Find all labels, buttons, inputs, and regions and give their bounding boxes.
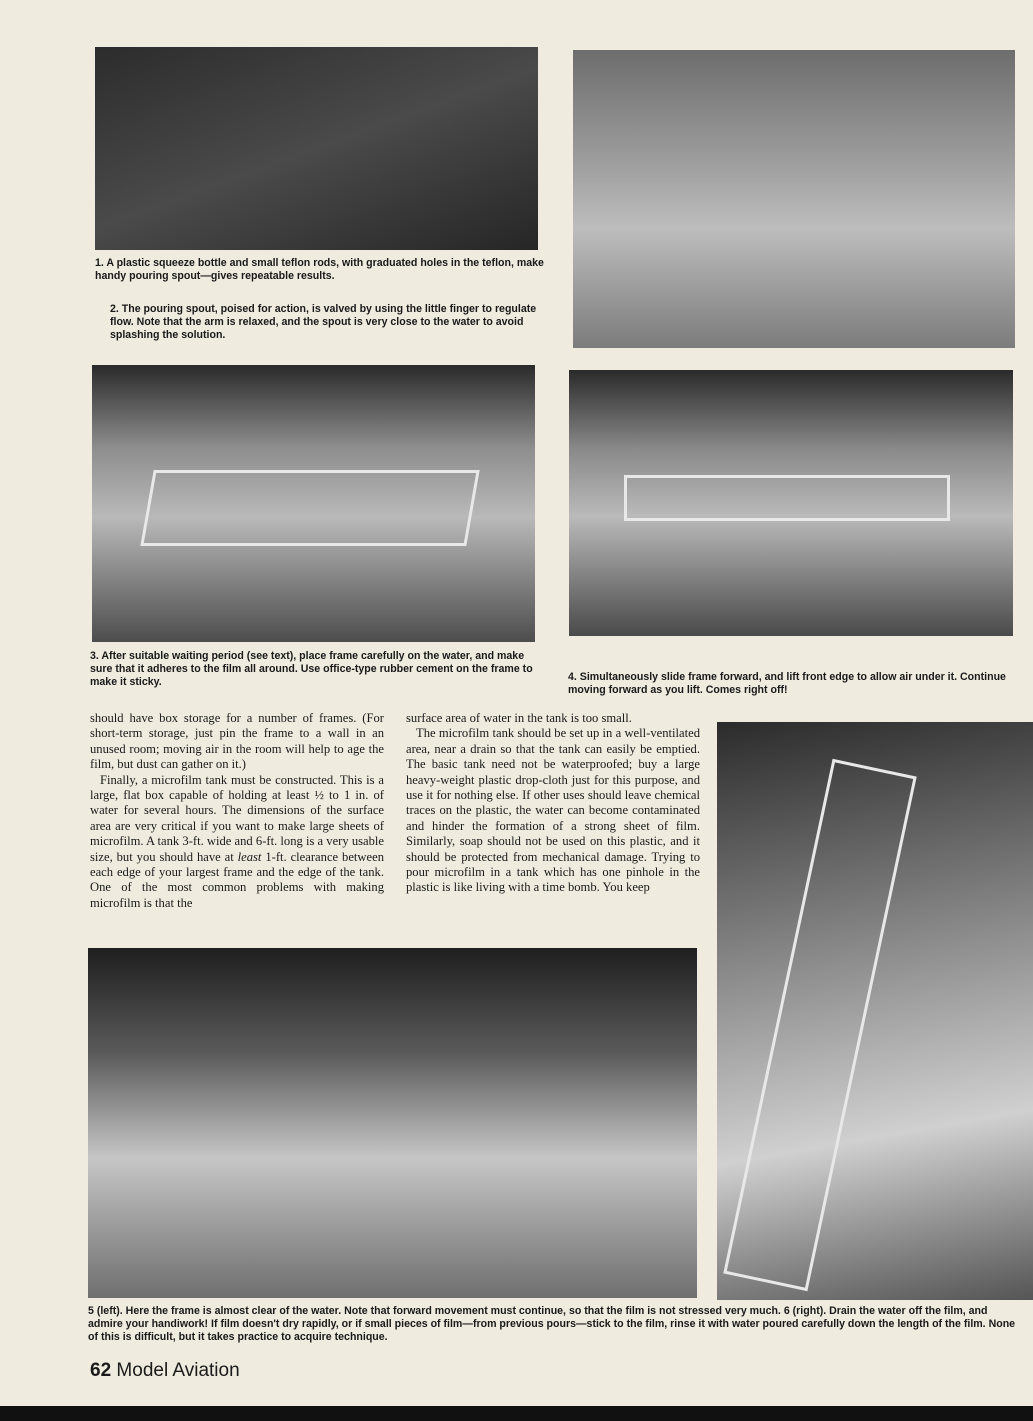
paragraph: should have box storage for a number of frames. (For short-term storage, just pin the frame to a wall in an unused room; moving air in the room will help to age the film, but dust can gather on it.) [90,711,384,772]
frame-shape [723,759,916,1291]
page-footer [90,1360,240,1382]
frame-shape [140,470,479,546]
scan-edge [0,1406,1033,1421]
frame-shape [624,475,950,521]
photo-pouring-spout [573,50,1015,348]
caption-4: 4. Simultaneously slide frame forward, and lift front edge to allow air under it. Continue moving forward as you lift. Comes right off! [568,671,1006,696]
caption-1: 1. A plastic squeeze bottle and small teflon rods, with graduated holes in the teflon, make handy pouring spout—gives repeatable results. [95,257,544,282]
text: 1-ft. clearance between each edge of your largest frame and the edge of the tank. One of the most common problems with making microfilm is that the [90,849,384,910]
emphasis: least [237,849,262,864]
text: Finally, a microfilm tank must be constructed. This is a large, flat box capable of holding at least ½ to 1 in. of water for several hours. The dimensions of the surface area are very critical if you want to make large sheets of microfilm. A tank 3-ft. wide and 6-ft. long is a very usable size, but you should have at [90,772,384,864]
photo-admiring-film [717,722,1033,1300]
paragraph [90,773,384,912]
page-number: 62 [90,1360,112,1381]
photo-frame-clear-of-water [88,948,697,1298]
body-column-1 [90,711,384,911]
caption-3: 3. After suitable waiting period (see text), place frame carefully on the water, and make sure that it adheres to the film all around. Use office-type rubber cement on the frame to make it sticky. [90,650,533,688]
photo-sliding-frame [569,370,1013,636]
caption-2: 2. The pouring spout, poised for action, is valved by using the little finger to regulate flow. Note that the arm is relaxed, and the spout is very close to the water to avoid splashing the solution. [110,303,537,341]
paragraph: The microfilm tank should be set up in a well-ventilated area, near a drain so that the tank can easily be emptied. The basic tank need not be waterproofed; buy a large heavy-weight plastic drop-cloth just for this purpose, and use it for nothing else. If other uses should leave chemical traces on the plastic, the water can become contaminated and hinder the formation of a strong sheet of film. Similarly, soap should not be used on this plastic, and it should be protected from mechanical damage. Trying to pour microfilm in a tank which has one pinhole in the plastic is like living with a time bomb. You keep [406,726,700,895]
magazine-name: Model Aviation [116,1360,240,1381]
body-column-2 [406,711,700,896]
photo-squeeze-bottle-and-teflon-rods [95,47,538,250]
paragraph: surface area of water in the tank is too small. [406,711,632,725]
caption-5-6: 5 (left). Here the frame is almost clear of the water. Note that forward movement must continue, so that the film is not stressed very much. 6 (right). Drain the water off the film, and admire your handiwork! If film doesn't dry rapidly, or if small pieces of film—from previous pours—stick to the film, rinse it with water poured carefully down the length of the film. None of this is difficult, but it takes practice to acquire technique. [88,1305,1016,1343]
photo-placing-frame [92,365,535,642]
